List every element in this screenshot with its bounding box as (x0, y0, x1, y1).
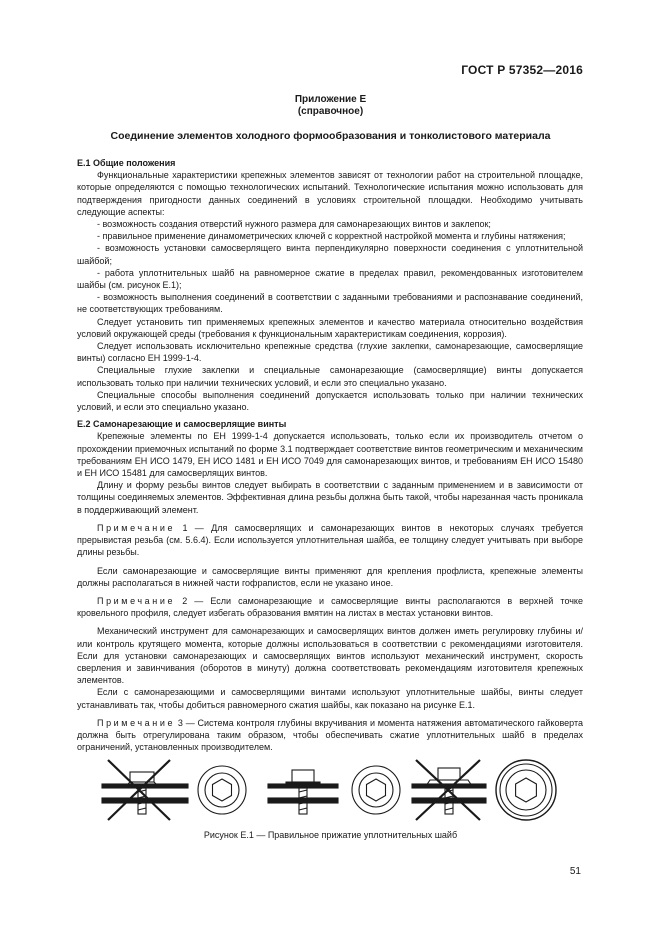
list-item: - работа уплотнительных шайб на равномерное сжатие в пределах правил, рекомендованных изготовителем шайбы (см. рисунок Е.1); (77, 267, 583, 291)
figure-caption: Рисунок Е.1 — Правильное прижатие уплотнительных шайб (203, 830, 458, 840)
washer-top-view-large (496, 760, 556, 820)
appendix-title: Приложение Е (294, 94, 367, 105)
note-number: 1 (182, 522, 188, 533)
note-label: Примечание (97, 522, 176, 533)
paragraph: Крепежные элементы по ЕН 1999-1-4 допускается использовать, только если их производитель отчетом о прохождении приемочных испытаний по форме 3.1 подтверждает соответствие винтов геометрическим и механическим требованиям ЕН ИСО 1479, ЕН ИСО 1481 и ЕН ИСО 7049 для самонарезающих винтов, и требованиям ЕН ИСО 15480 и ЕН ИСО 15481 для самосверлящих винтов. (77, 431, 583, 479)
standard-designation: ГОСТ Р 57352—2016 (461, 63, 583, 77)
document-body (77, 157, 583, 753)
washer-side-view-incorrect-1 (102, 760, 188, 820)
note-text: — Для самосверлящих и самонарезающих винтов в некоторых случаях требуется прерывистая резьба (см. 5.6.4). Если используется уплотнительная шайба, ее толщину следует учитывать при выборе длины резьбы. (77, 522, 583, 558)
list-item: - правильное применение динамометрических ключей с корректной настройкой момента и глубины натяжения; (97, 231, 566, 242)
note-label: Примечание (97, 717, 176, 728)
list-item: - возможность установки самосверлящего винта перпендикулярно поверхности соединения с уплотнительной шайбой; (77, 243, 583, 266)
paragraph: Специальные глухие заклепки и специальные самонарезающие (самосверлящие) винты допускается использовать только при наличии технических условий, и если это специально указано. (77, 365, 583, 388)
figure-e1-washer-compression (100, 754, 570, 826)
paragraph: Длину и форму резьбы винтов следует выбирать в соответствии с заданным применением и в зависимости от толщины соединяемых элементов. Эффективная длина резьбы должна быть такой, чтобы нарезанная часть проникала в поддерживающий элемент. (77, 480, 583, 515)
paragraph: Если самонарезающие и самосверлящие винты применяют для крепления профлиста, крепежные элементы должны располагаться в нижней части гофрапистов, если не указано иное. (77, 565, 583, 588)
section-heading-e1: Е.1 Общие положения (77, 158, 176, 168)
list-item: - возможность создания отверстий нужного размера для самонарезающих винтов и заклепок; (97, 219, 491, 230)
section-heading-e2: Е.2 Самонарезающие и самосверлящие винты (77, 419, 287, 430)
washer-side-view-incorrect-2 (412, 760, 486, 820)
note-number: 3 (177, 717, 183, 728)
note-2 (77, 595, 583, 619)
main-title: Соединение элементов холодного формообразования и тонколистового материала (110, 130, 551, 142)
appendix-subtitle: (справочное) (297, 106, 364, 117)
paragraph: Следует использовать исключительно крепежные средства (глухие заклепки, самонарезающие, самосверлящие винты) согласно ЕН 1999-1-4. (77, 341, 583, 364)
note-1 (77, 522, 583, 559)
washer-top-view (352, 766, 400, 814)
note-3 (77, 717, 583, 754)
paragraph: Механический инструмент для самонарезающих и самосверлящих винтов должен иметь регулировку глубины и/или контроль крутящего момента, которые должны использоваться в соответствии с рекомендациями изготовителя. Если для установки самонарезающих и самосверлящих винтов используют механический инструмент, скорость сверления и завинчивания (оборотов в минуту) должна соответствовать рекомендациям изготовителя крепежных элементов. (77, 626, 583, 686)
note-label: Примечание (97, 595, 176, 606)
paragraph: Специальные способы выполнения соединений допускается использовать только при наличии технических условий, и если это специально указано. (77, 389, 583, 413)
note-number: 2 (182, 595, 188, 606)
paragraph: Функциональные характеристики крепежных элементов зависят от технологии работ на строительной площадке, которые определяются с помощью технологических испытаний. Технологические испытания можно использовать для подтверждения пригодности данных соединений в условиях строительной площадки. Необходимо учитывать следующие аспекты: (77, 170, 583, 217)
note-text: — Система контроля глубины вкручивания и момента натяжения автоматического гайковерта должна быть отрегулирована таким образом, чтобы обеспечивать сжатие уплотнительных шайб в пределах ограничений, установленных производителем. (77, 717, 583, 753)
washer-side-view-correct (268, 770, 338, 814)
page-number: 51 (569, 866, 581, 877)
note-text: — Если самонарезающие и самосверлящие винты располагаются в верхней точке кровельного профиля, следует избегать образования вмятин на листах в местах установки винтов. (77, 595, 583, 619)
paragraph: Если с самонарезающими и самосверлящими винтами используют уплотнительные шайбы, винты следует устанавливать так, чтобы добиться равномерного сжатия шайбы, как показано на рисунке Е.1. (77, 687, 583, 710)
washer-top-view (198, 766, 246, 814)
paragraph: Следует установить тип применяемых крепежных элементов и качество материала относительно воздействия условий окружающей среды (требования к функциональным характеристикам соединения, коррозия). (77, 316, 583, 339)
list-item: - возможность выполнения соединений в соответствии с заданными требованиями и распознавание соединений, не соответствующих требованиям. (77, 292, 583, 315)
